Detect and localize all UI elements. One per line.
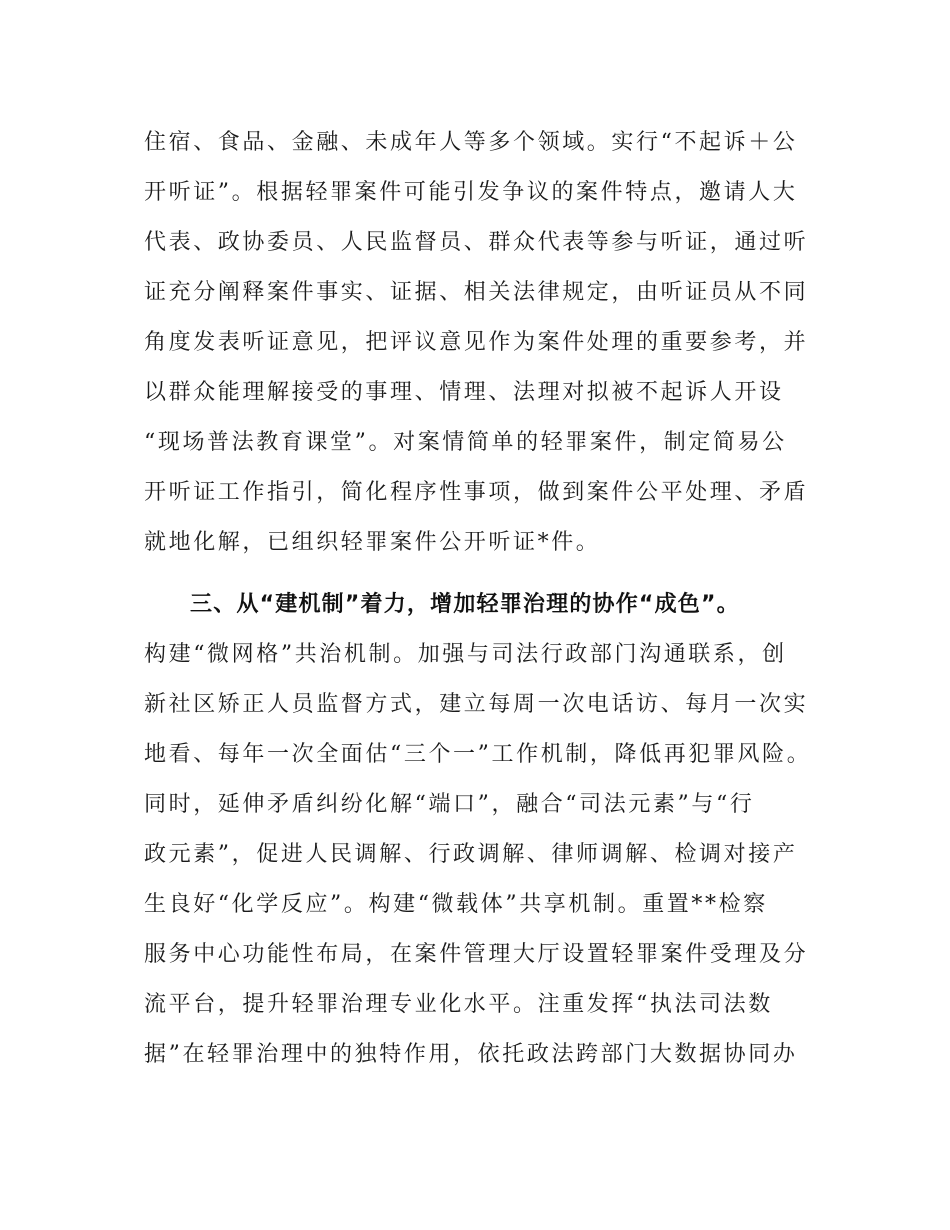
paragraph-1-line-5: 角度发表听证意见，把评议意见作为案件处理的重要参考，并 xyxy=(144,330,809,355)
paragraph-1-line-3: 代表、政协委员、人民监督员、群众代表等参与听证，通过听 xyxy=(144,230,809,255)
paragraph-2-line-9: 据”在轻罪治理中的独特作用，依托政法跨部门大数据协同办 xyxy=(144,1042,798,1067)
paragraph-1-line-6: 以群众能理解接受的事理、情理、法理对拟被不起诉人开设 xyxy=(144,380,784,405)
paragraph-1-line-9: 就地化解，已组织轻罪案件公开听证*件。 xyxy=(144,530,601,555)
paragraph-2-line-2: 新社区矫正人员监督方式，建立每周一次电话访、每月一次实 xyxy=(144,692,809,717)
paragraph-2-line-7: 服务中心功能性布局，在案件管理大厅设置轻罪案件受理及分 xyxy=(144,942,809,967)
paragraph-2-line-8: 流平台，提升轻罪治理专业化水平。注重发挥“执法司法数 xyxy=(144,992,773,1017)
paragraph-1-line-1: 住宿、食品、金融、未成年人等多个领域。实行“不起诉＋公 xyxy=(144,130,798,155)
paragraph-1-line-4: 证充分阐释案件事实、证据、相关法律规定，由听证员从不同 xyxy=(144,280,809,305)
paragraph-2-line-4: 同时，延伸矛盾纠纷化解“端口”，融合“司法元素”与“行 xyxy=(144,792,755,817)
paragraph-2-line-6: 生良好“化学反应”。构建“微载体”共享机制。重置**检察 xyxy=(144,892,768,917)
paragraph-1-line-7: “现场普法教育课堂”。对案情简单的轻罪案件，制定简易公 xyxy=(144,430,787,455)
paragraph-1-line-8: 开听证工作指引，简化程序性事项，做到案件公平处理、矛盾 xyxy=(144,480,809,505)
paragraph-2-line-1: 构建“微网格”共治机制。加强与司法行政部门沟通联系，创 xyxy=(144,642,787,667)
section-heading-3: 三、从“建机制”着力，增加轻罪治理的协作“成色”。 xyxy=(190,592,740,617)
paragraph-2-line-5: 政元素”，促进人民调解、行政调解、律师调解、检调对接产 xyxy=(144,842,798,867)
paragraph-1-line-2: 开听证”。根据轻罪案件可能引发争议的案件特点，邀请人大 xyxy=(144,180,798,205)
paragraph-2-line-3: 地看、每年一次全面估“三个一”工作机制，降低再犯罪风险。 xyxy=(144,742,812,767)
